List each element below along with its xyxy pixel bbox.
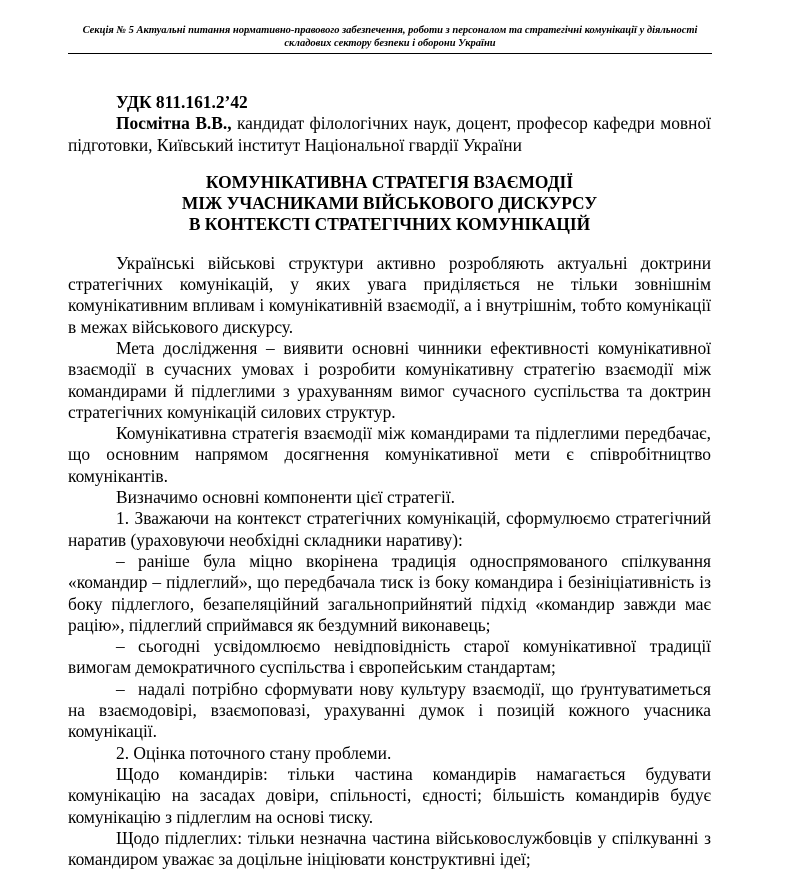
- paragraph: Визначимо основні компоненти цієї стратегії.: [116, 487, 456, 508]
- article-title: [68, 172, 711, 236]
- title-line: МІЖ УЧАСНИКАМИ ВІЙСЬКОВОГО ДИСКУРСУ: [181, 193, 598, 214]
- list-item-text: раніше була міцно вкорінена традиція односпрямованого спілкування «командир – підлеглий», що передбачала тиск із боку командира і безініціативність із боку підлеглого, безапеляційний загальноприйнятий підхід «командир завжди має рацію», підлеглий сприймався як бездумний виконавець;: [68, 550, 711, 635]
- paragraph: 2. Оцінка поточного стану проблеми.: [116, 742, 392, 763]
- author-affiliation: кандидат філологічних наук, доцент, професор кафедри мовної підготовки, Київський інститут Національної гвардії України: [68, 113, 711, 155]
- list-item-text: надалі потрібно сформувати нову культуру взаємодії, що ґрунтуватиметься на взаємодовірі, взаємоповазі, урахуванні думок і позицій кожного учасника комунікації.: [68, 678, 711, 742]
- dash-bullet: –: [116, 636, 125, 657]
- list-item: [68, 551, 711, 636]
- article-body: [68, 92, 711, 870]
- paragraph: Українські військові структури активно розробляють актуальні доктрини стратегічних комунікацій, у яких увага приділяється не тільки зовнішнім комунікативним впливам і комунікативній взаємодії, а і внутрішнім, тобто комунікації в межах військового дискурсу.: [68, 252, 711, 337]
- author-line: [68, 113, 711, 156]
- author-name: Посмітна В.В.,: [116, 113, 232, 134]
- paragraph: Щодо командирів: тільки частина командирів намагається будувати комунікацію на засадах довіри, спільності, єдності; більшість командирів будує комунікацію з підлеглим на основі тиску.: [68, 763, 711, 827]
- list-item-text: сьогодні усвідомлюємо невідповідність старої комунікативної традиції вимогам демократичного суспільства і європейським стандартам;: [68, 636, 711, 678]
- paragraph: Мета дослідження – виявити основні чинники ефективності комунікативної взаємодії в сучасних умовах і розробити комунікативну стратегію взаємодії між командирами й підлеглими з урахуванням вимог сучасного суспільства та доктрин стратегічних комунікацій силових структур.: [68, 337, 711, 422]
- dash-bullet: –: [116, 550, 125, 571]
- list-item: [68, 636, 711, 679]
- running-header: Секція № 5 Актуальні питання нормативно-правового забезпечення, роботи з персоналом та стратегічні комунікації у діяльності складових сектору безпеки і оборони України: [82, 25, 698, 49]
- title-line: КОМУНІКАТИВНА СТРАТЕГІЯ ВЗАЄМОДІЇ: [205, 171, 574, 192]
- dash-bullet: –: [116, 678, 125, 699]
- udc-code: УДК 811.161.2’42: [116, 92, 248, 112]
- paragraph: Щодо підлеглих: тільки незначна частина військовослужбовців у спілкуванні з командиром уважає за доцільне ініціювати конструктивні ідеї;: [68, 827, 711, 870]
- title-line: В КОНТЕКСТІ СТРАТЕГІЧНИХ КОМУНІКАЦІЙ: [188, 214, 591, 235]
- paragraph: 1. Зважаючи на контекст стратегічних комунікацій, сформулюємо стратегічний наратив (ураховуючи необхідні складники наративу):: [68, 508, 711, 550]
- list-item: [68, 679, 711, 743]
- paragraph: Комунікативна стратегія взаємодії між командирами та підлеглими передбачає, що основним напрямом досягнення комунікативної мети є співробітництво комунікантів.: [68, 423, 711, 486]
- header-rule: [68, 53, 712, 54]
